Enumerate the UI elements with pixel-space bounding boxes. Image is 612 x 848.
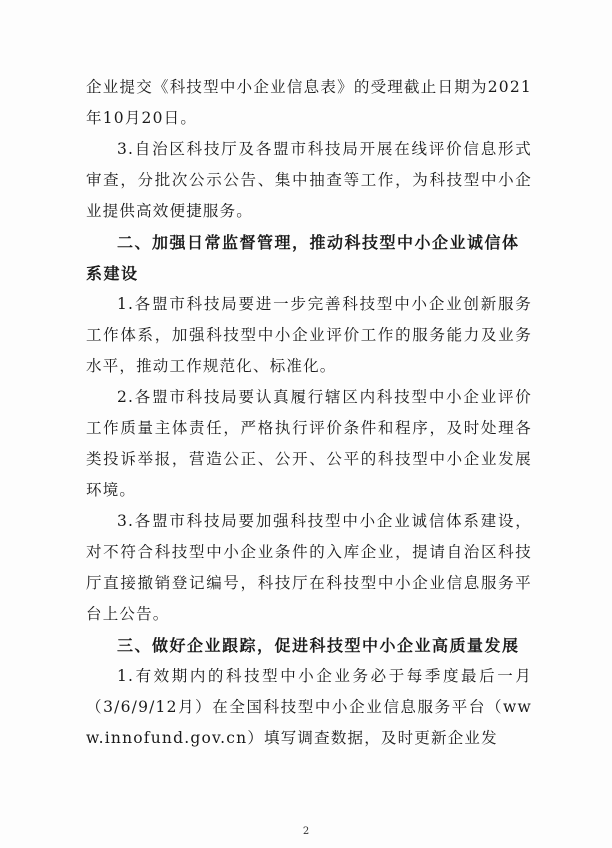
page-number: 2	[302, 826, 310, 837]
paragraph-item-1-3: 3.自治区科技厅及各盟市科技局开展在线评价信息形式审查，分批次公示公告、集中抽查等工作，为科技型中小企业提供高效便捷服务。	[86, 140, 532, 220]
paragraph-item-2-2: 2.各盟市科技局要认真履行辖区内科技型中小企业评价工作质量主体责任，严格执行评价条件和程序，及时处理各类投诉举报，营造公正、公开、公平的科技型中小企业发展环境。	[86, 388, 532, 499]
paragraph-continuation: 企业提交《科技型中小企业信息表》的受理截止日期为2021年10月20日。	[86, 78, 532, 127]
paragraph-item-3-1: 1.有效期内的科技型中小企业务必于每季度最后一月（3/6/9/12月）在全国科技型中小企业信息服务平台（www.innofund.gov.cn）填写调查数据，及时更新企业发	[86, 667, 532, 747]
document-body	[86, 72, 532, 754]
paragraph-item-2-1: 1.各盟市科技局要进一步完善科技型中小企业创新服务工作体系，加强科技型中小企业评价工作的服务能力及业务水平，推动工作规范化、标准化。	[86, 295, 532, 375]
paragraph-item-2-3: 3.各盟市科技局要加强科技型中小企业诚信体系建设，对不符合科技型中小企业条件的入库企业，提请自治区科技厅直接撤销登记编号，科技厅在科技型中小企业信息服务平台上公告。	[86, 512, 532, 623]
section-heading-2: 二、加强日常监督管理，推动科技型中小企业诚信体系建设	[86, 233, 520, 283]
section-heading-3: 三、做好企业跟踪，促进科技型中小企业高质量发展	[117, 636, 520, 655]
